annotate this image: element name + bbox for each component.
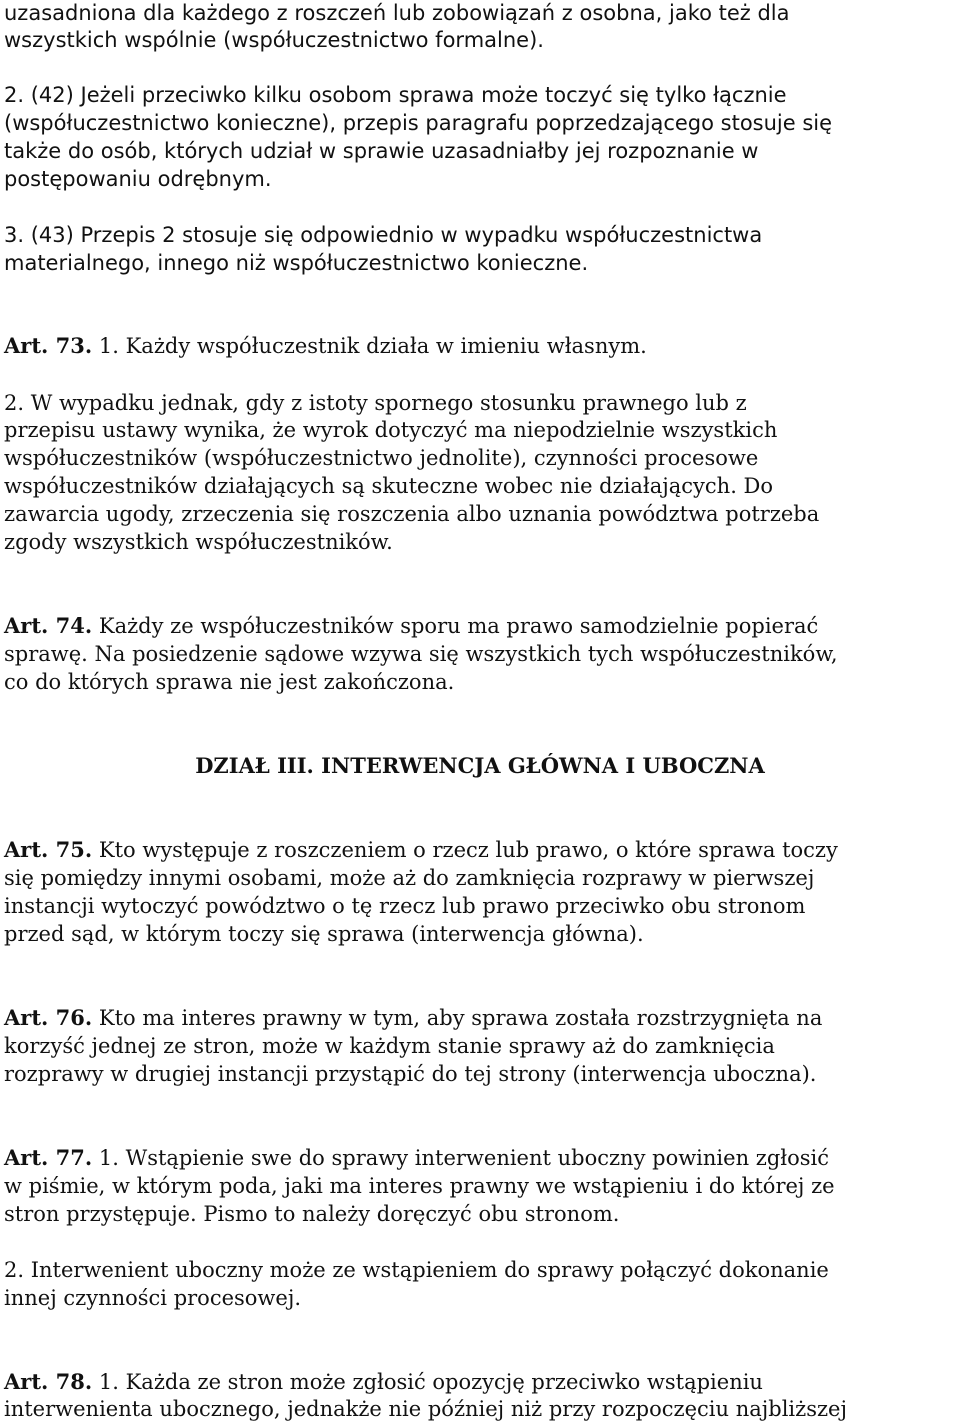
- article-label: Art. 74.: [4, 613, 93, 638]
- paragraph-line: postępowaniu odrębnym.: [4, 167, 272, 191]
- paragraph-line: rozprawy w drugiej instancji przystąpić do tej strony (interwencja uboczna).: [4, 1062, 817, 1086]
- paragraph-line: 2. W wypadku jednak, gdy z istoty spornego stosunku prawnego lub z: [4, 391, 747, 415]
- article-text: Kto ma interes prawny w tym, aby sprawa została rozstrzygnięta na: [92, 1006, 823, 1030]
- article-text: Każdy ze współuczestników sporu ma prawo samodzielnie popierać: [92, 614, 819, 638]
- paragraph-line: przed sąd, w którym toczy się sprawa (interwencja główna).: [4, 922, 644, 946]
- article-label: Art. 77.: [4, 1145, 93, 1170]
- paragraph-line: zawarcia ugody, zrzeczenia się roszczenia albo uznania powództwa potrzeba: [4, 502, 820, 526]
- article-line: [4, 1005, 822, 1031]
- paragraph-line: innej czynności procesowej.: [4, 1286, 302, 1310]
- paragraph-line: stron przystępuje. Pismo to należy doręczyć obu stronom.: [4, 1202, 620, 1226]
- paragraph-line: korzyść jednej ze stron, może w każdym stanie sprawy aż do zamknięcia: [4, 1034, 775, 1058]
- paragraph-line: 3. (43) Przepis 2 stosuje się odpowiednio w wypadku współuczestnictwa: [4, 223, 763, 247]
- article-line: [4, 613, 818, 639]
- paragraph-line: uzasadniona dla każdego z roszczeń lub zobowiązań z osobna, jako też dla: [4, 1, 790, 25]
- article-label: Art. 73.: [4, 333, 93, 358]
- paragraph-line: 2. (42) Jeżeli przeciwko kilku osobom sprawa może toczyć się tylko łącznie: [4, 83, 787, 107]
- paragraph-line: instancji wytoczyć powództwo o tę rzecz lub prawo przeciwko obu stronom: [4, 894, 806, 918]
- article-line: [4, 333, 647, 359]
- paragraph-line: współuczestników działających są skuteczne wobec nie działających. Do: [4, 474, 774, 498]
- article-label: Art. 78.: [4, 1369, 93, 1394]
- article-text: 1. Wstąpienie swe do sprawy interwenient uboczny powinien zgłosić: [92, 1146, 829, 1170]
- section-heading: DZIAŁ III. INTERWENCJA GŁÓWNA I UBOCZNA: [195, 753, 765, 778]
- article-text: 1. Każda ze stron może zgłosić opozycję przeciwko wstąpieniu: [92, 1370, 763, 1394]
- paragraph-line: materialnego, innego niż współuczestnictwo konieczne.: [4, 251, 589, 275]
- paragraph-line: w piśmie, w którym poda, jaki ma interes prawny we wstąpieniu i do której ze: [4, 1174, 835, 1198]
- paragraph-line: 2. Interwenient uboczny może ze wstąpieniem do sprawy połączyć dokonanie: [4, 1258, 829, 1282]
- article-text: 1. Każdy współuczestnik działa w imieniu własnym.: [92, 334, 647, 358]
- article-line: [4, 1369, 763, 1395]
- paragraph-line: co do których sprawa nie jest zakończona.: [4, 670, 455, 694]
- paragraph-line: także do osób, których udział w sprawie uzasadniałby jej rozpoznanie w: [4, 139, 759, 163]
- article-text: Kto występuje z roszczeniem o rzecz lub prawo, o które sprawa toczy: [92, 838, 838, 862]
- paragraph-line: sprawę. Na posiedzenie sądowe wzywa się wszystkich tych współuczestników,: [4, 642, 838, 666]
- paragraph-line: współuczestników (współuczestnictwo jednolite), czynności procesowe: [4, 446, 759, 470]
- article-line: [4, 837, 838, 863]
- paragraph-line: (współuczestnictwo konieczne), przepis paragrafu poprzedzającego stosuje się: [4, 111, 833, 135]
- paragraph-line: zgody wszystkich współuczestników.: [4, 530, 393, 554]
- paragraph-line: wszystkich wspólnie (współuczestnictwo formalne).: [4, 28, 544, 52]
- article-label: Art. 75.: [4, 837, 93, 862]
- paragraph-line: przepisu ustawy wynika, że wyrok dotyczyć ma niepodzielnie wszystkich: [4, 418, 778, 442]
- paragraph-line: interwenienta ubocznego, jednakże nie później niż przy rozpoczęciu najbliższej: [4, 1397, 847, 1421]
- paragraph-line: się pomiędzy innymi osobami, może aż do zamknięcia rozprawy w pierwszej: [4, 866, 815, 890]
- article-line: [4, 1145, 829, 1171]
- article-label: Art. 76.: [4, 1005, 93, 1030]
